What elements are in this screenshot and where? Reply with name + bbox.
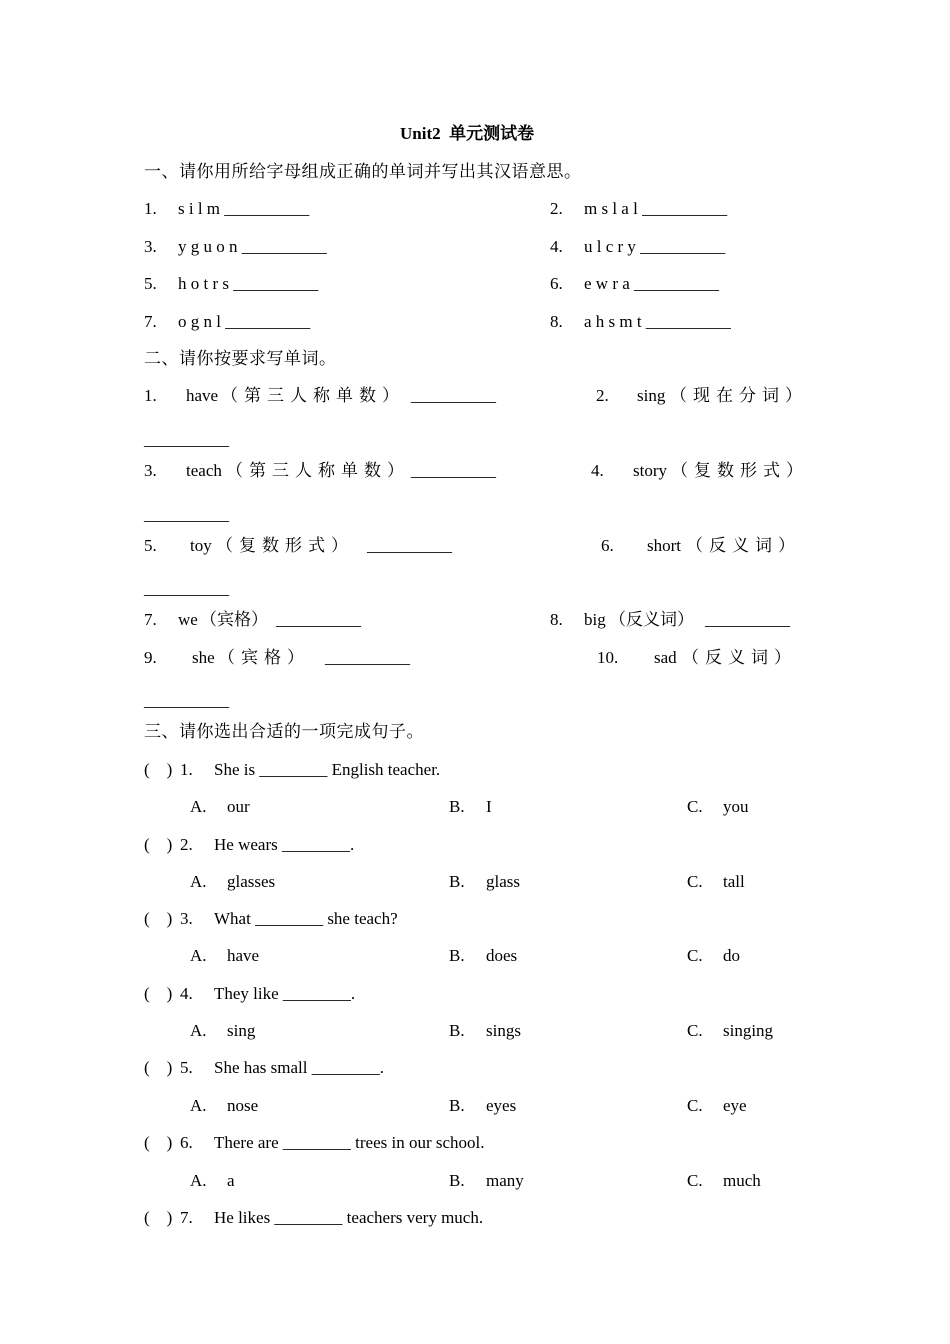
s2-item-req: （反义词） [682,648,797,667]
s2-item-word: sing [637,386,666,405]
option-label: A. [190,1096,207,1115]
s1-item-letters: a h s m t __________ [584,312,731,331]
s1-item-num: 1. [144,199,157,218]
s2-item-num: 8. [550,610,563,629]
option-text: I [486,797,492,816]
s2-item-word: teach [186,461,222,480]
s2-item-num: 3. [144,461,157,480]
s1-item-num: 5. [144,274,157,293]
s2-item-req: （宾格） [218,648,310,667]
option-text: glass [486,872,520,891]
s2-item-word: have [186,386,219,405]
s1-item-num: 4. [550,237,563,256]
option-text: have [227,946,260,965]
question-text: They like ________. [214,984,356,1003]
option-label: C. [687,1171,703,1190]
s2-item-req: （第三人称单数） [226,461,410,480]
s2-item-blank: __________ [367,536,452,555]
answer-bracket[interactable]: ( ) [144,909,173,928]
s2-item-blank: __________ [411,461,496,480]
s2-item-req: （复数形式） [671,461,809,480]
s1-item-num: 2. [550,199,563,218]
s2-item-blank: __________ [144,579,229,598]
option-label: B. [449,1021,465,1040]
page-title: Unit2 单元测试卷 [400,124,535,143]
s2-item-word: sad [654,648,677,667]
s2-item-word: toy [190,536,212,555]
s2-item-word: we [178,610,198,629]
option-text: singing [723,1021,774,1040]
option-label: A. [190,797,207,816]
option-label: C. [687,1021,703,1040]
s2-item-word: story [633,461,667,480]
answer-bracket[interactable]: ( ) [144,1058,173,1077]
option-label: A. [190,1021,207,1040]
option-text: many [486,1171,524,1190]
s1-item-num: 3. [144,237,157,256]
s2-item-num: 9. [144,648,157,667]
question-number: 6. [180,1133,193,1152]
s1-item-letters: o g n l __________ [178,312,311,331]
question-text: She has small ________. [214,1058,384,1077]
s2-item-blank: __________ [276,610,361,629]
question-number: 3. [180,909,193,928]
s2-item-req: （第三人称单数） [221,386,405,405]
option-text: you [723,797,749,816]
option-text: tall [723,872,745,891]
question-number: 2. [180,835,193,854]
option-label: B. [449,946,465,965]
question-number: 1. [180,760,193,779]
option-label: B. [449,1171,465,1190]
s1-item-letters: u l c r y __________ [584,237,726,256]
option-label: C. [687,872,703,891]
option-text: do [723,946,740,965]
s2-item-blank: __________ [144,505,229,524]
s2-item-num: 5. [144,536,157,555]
option-text: glasses [227,872,276,891]
section2-heading: 二、请你按要求写单词。 [144,349,337,368]
option-text: a [227,1171,235,1190]
s2-item-req: （宾格） [200,610,268,629]
option-label: A. [190,872,207,891]
s2-item-blank: __________ [325,648,410,667]
answer-bracket[interactable]: ( ) [144,835,173,854]
section3-heading: 三、请你选出合适的一项完成句子。 [144,722,424,741]
s2-item-word: big [584,610,606,629]
s2-item-word: short [647,536,681,555]
s1-item-letters: e w r a __________ [584,274,720,293]
option-text: sing [227,1021,256,1040]
option-text: does [486,946,518,965]
s1-item-letters: h o t r s __________ [178,274,319,293]
option-label: B. [449,797,465,816]
s2-item-blank: __________ [144,430,229,449]
s1-item-num: 6. [550,274,563,293]
option-text: our [227,797,250,816]
s2-item-req: （反义词） [686,536,801,555]
option-label: A. [190,946,207,965]
section1-heading: 一、请你用所给字母组成正确的单词并写出其汉语意思。 [144,162,582,181]
option-label: C. [687,946,703,965]
s2-item-word: she [192,648,215,667]
s2-item-num: 4. [591,461,604,480]
s2-item-blank: __________ [411,386,496,405]
question-text: He wears ________. [214,835,355,854]
s2-item-num: 10. [597,648,619,667]
option-label: B. [449,872,465,891]
s1-item-letters: m s l a l __________ [584,199,728,218]
option-label: B. [449,1096,465,1115]
s2-item-num: 2. [596,386,609,405]
question-text: What ________ she teach? [214,909,398,928]
answer-bracket[interactable]: ( ) [144,760,173,779]
option-label: A. [190,1171,207,1190]
option-label: C. [687,797,703,816]
option-text: eyes [486,1096,517,1115]
s2-item-num: 6. [601,536,614,555]
question-text: There are ________ trees in our school. [214,1133,485,1152]
s2-item-blank: __________ [705,610,790,629]
option-text: sings [486,1021,521,1040]
answer-bracket[interactable]: ( ) [144,984,173,1003]
s2-item-num: 7. [144,610,157,629]
s1-item-letters: s i l m __________ [178,199,310,218]
s2-item-req: （复数形式） [216,536,354,555]
option-text: nose [227,1096,259,1115]
s1-item-num: 8. [550,312,563,331]
question-number: 7. [180,1208,193,1227]
answer-bracket[interactable]: ( ) [144,1133,173,1152]
s1-item-letters: y g u o n __________ [178,237,327,256]
question-number: 4. [180,984,193,1003]
question-number: 5. [180,1058,193,1077]
s2-item-blank: __________ [144,691,229,710]
question-text: He likes ________ teachers very much. [214,1208,484,1227]
s2-item-num: 1. [144,386,157,405]
s1-item-num: 7. [144,312,157,331]
answer-bracket[interactable]: ( ) [144,1208,173,1227]
question-text: She is ________ English teacher. [214,760,441,779]
s2-item-req: （现在分词） [670,386,808,405]
option-label: C. [687,1096,703,1115]
option-text: much [723,1171,761,1190]
s2-item-req: （反义词） [609,610,694,629]
option-text: eye [723,1096,747,1115]
